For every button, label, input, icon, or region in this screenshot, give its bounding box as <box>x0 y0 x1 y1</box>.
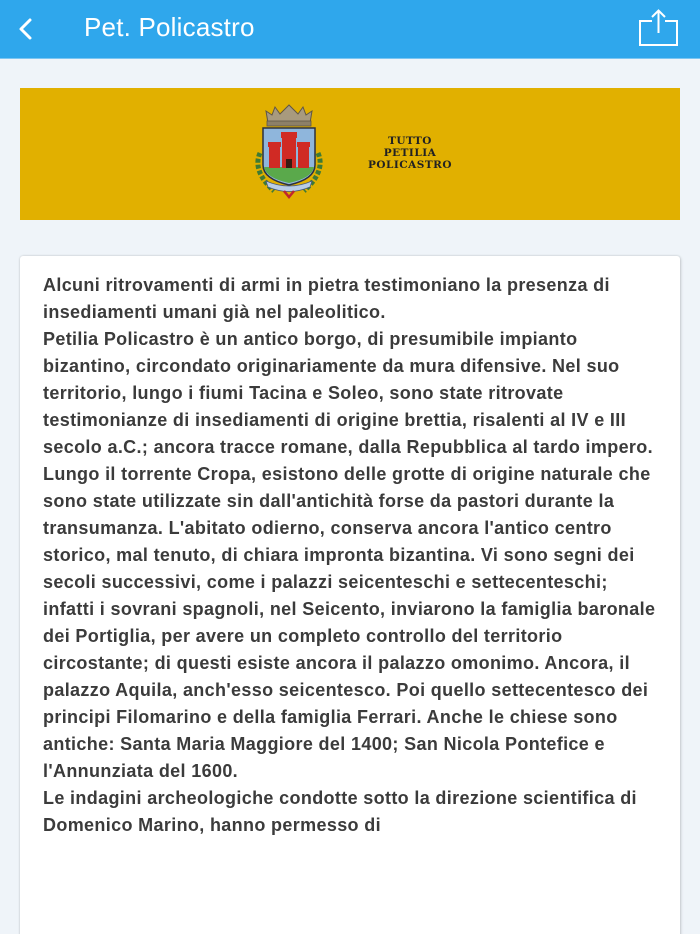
article-paragraph: Le indagini archeologiche condotte sotto la direzione scientifica di Domenico Marino, hanno permesso di <box>43 788 637 835</box>
chevron-left-icon <box>12 14 42 44</box>
article-paragraph: Petilia Policastro è un antico borgo, di presumibile impianto bizantino, circondato originariamente da mura difensive. Nel suo territorio, lungo i fiumi Tacina e Soleo, sono state ritrovate testimonianze di insediamenti di origine brettia, risalenti al IV e III secolo a.C.; ancora tracce romane, dalla Repubblica al tardo impero. Lungo il torrente Cropa, esistono delle grotte di origine naturale che sono state utilizzate sin dall'antichità forse da pastori durante la transumanza. L'abitato odierno, conserva ancora l'antico centro storico, mal tenuto, di chiara impronta bizantina. Vi sono segni dei secoli successivi, come i palazzi seicenteschi e settecenteschi; infatti i sovrani spagnoli, nel Seicento, inviarono la famiglia baronale dei Portiglia, per avere un completo controllo del territorio circostante; di questi esiste ancora il palazzo omonimo. Ancora, il palazzo Aquila, anch'esso seicentesco. Poi quello settecentesco dei principi Filomarino e della famiglia Ferrari. Anche le chiese sono antiche: Santa Maria Maggiore del 1400; San Nicola Pontefice e l'Annunziata del 1600. <box>43 329 656 781</box>
share-icon <box>638 8 680 48</box>
banner-line-2: PETILIA <box>383 147 437 159</box>
article-card <box>20 256 680 934</box>
top-navigation-bar <box>0 0 700 59</box>
banner-caption <box>360 135 460 171</box>
share-button[interactable] <box>638 8 680 48</box>
coat-of-arms-icon <box>244 101 334 201</box>
banner-line-1: TUTTO <box>388 135 432 147</box>
page-title: Pet. Policastro <box>84 12 255 42</box>
back-button[interactable] <box>12 14 42 44</box>
banner-line-3: POLICASTRO <box>367 159 453 171</box>
town-banner <box>20 88 680 220</box>
article-paragraph: Alcuni ritrovamenti di armi in pietra testimoniano la presenza di insediamenti umani già nel paleolitico. <box>43 275 610 322</box>
